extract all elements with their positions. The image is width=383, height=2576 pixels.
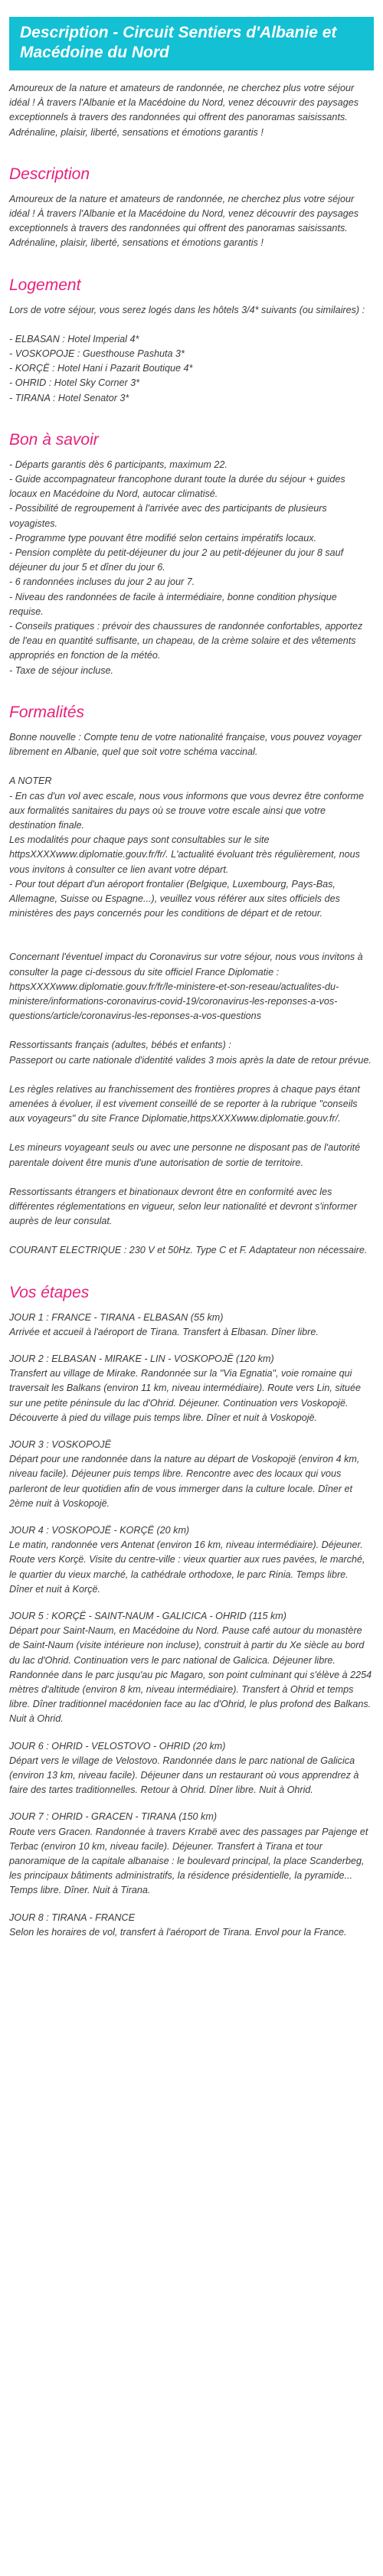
day-text: Arrivée et accueil à l'aéroport de Tirana. Transfert à Elbasan. Dîner libre.: [9, 1326, 319, 1337]
section-title-etapes: Vos étapes: [9, 1283, 90, 1301]
spacer: [9, 935, 374, 950]
info-item: - 6 randonnées incluses du jour 2 au jour 7.: [9, 576, 195, 588]
spacer: [9, 318, 374, 332]
ressortissants-text: Passeport ou carte nationale d'identité valides 3 mois après la date de retour prévue.: [9, 1054, 372, 1066]
day-title: JOUR 2 : ELBASAN - MIRAKE - LIN - VOSKOPOJË (120 km): [9, 1353, 274, 1364]
intro-text: Amoureux de la nature et amateurs de randonnée, ne cherchez plus votre séjour idéal ! À travers l'Albanie et la Macédoine du Nord, venez découvrir des paysages exceptionnels à travers des randonnées qui offrent des panoramas saisissants. Adrénaline, plaisir, liberté, sensations et émotions garantis !: [9, 83, 359, 138]
frontieres-text: Les règles relatives au franchissement des frontières propres à chaque pays étant amenées à évoluer, il est vivement conseillé de se reporter à la rubrique "conseils aux voyageurs" du site France Diplomatie,httpsXXXXwww.diplomatie.gouv.fr/.: [9, 1083, 360, 1125]
spacer: [9, 1068, 374, 1082]
ressortissants-title: Ressortissants français (adultes, bébés et enfants) :: [9, 1040, 231, 1051]
day-text: Selon les horaires de vol, transfert à l'aéroport de Tirana. Envol pour la France.: [9, 1926, 347, 1938]
formalites-bonne-nouvelle: Bonne nouvelle : Compte tenu de votre nationalité française, vous pouvez voyager librement en Albanie, quel que soit votre schéma vaccinal.: [9, 731, 362, 758]
day-title: JOUR 5 : KORÇË - SAINT-NAUM - GALICICA - OHRID (115 km): [9, 1611, 286, 1622]
info-item: - Possibilité de regroupement à l'arrivée avec des participants de plusieurs voyagistes.: [9, 503, 327, 529]
spacer: [9, 759, 374, 774]
courant-text: COURANT ELECTRIQUE : 230 V et 50Hz. Type C et F. Adaptateur non nécessaire.: [9, 1245, 368, 1256]
info-item: - Pension complète du petit-déjeuner du jour 2 au petit-déjeuner du jour 8 sauf déjeuner du jour 5 et dîner du jour 6.: [9, 547, 344, 573]
hotel-item: - VOSKOPOJE : Guesthouse Pashuta 3*: [9, 348, 185, 360]
hotel-item: - ELBASAN : Hotel Imperial 4*: [9, 333, 139, 344]
info-item: - Conseils pratiques : prévoir des chaussures de randonnée confortables, apportez de l'eau en quantité suffisante, un chapeau, de la crème solaire et des vêtements appropriés en fonction de la météo.: [9, 621, 363, 661]
logement-intro: Lors de votre séjour, vous serez logés dans les hôtels 3/4* suivants (ou similaires) :: [9, 304, 365, 315]
a-noter-title: A NOTER: [9, 775, 52, 787]
day-text: Départ vers le village de Velostovo. Randonnée dans le parc national de Galicica (environ 13 km, niveau facile). Déjeuner dans un restaurant où vous apprendrez à faire des tartes traditionnelles. Retour à Ohrid. Dîner libre. Nuit à Ohrid.: [9, 1755, 359, 1796]
etrangers-text: Ressortissants étrangers et binationaux devront être en conformité avec les différentes réglementations en vigueur, selon leur nationalité et devront s'informer auprès de leur consulat.: [9, 1186, 357, 1227]
info-item: - Taxe de séjour incluse.: [9, 664, 114, 676]
page-content: [0, 17, 383, 1940]
spacer: [9, 1126, 374, 1141]
spacer: [9, 1229, 374, 1243]
hotel-item: - TIRANA : Hotel Senator 3*: [9, 392, 129, 403]
section-title-logement: Logement: [9, 276, 81, 294]
spacer: [9, 1024, 374, 1038]
section-title-description: Description: [9, 165, 90, 183]
a-noter-item: Les modalités pour chaque pays sont consultables sur le site httpsXXXXwww.diplomatie.gouv.fr/fr/. L'actualité évoluant très régulièrement, nous vous invitons à consulter ce lien avant votre départ.: [9, 834, 360, 875]
day-title: JOUR 7 : OHRID - GRACEN - TIRANA (150 km): [9, 1811, 218, 1823]
day-text: Route vers Gracen. Randonnée à travers Krrabë avec des passages par Pajenge et Terbac (environ 10 km, niveau facile). Déjeuner. Transfert à Tirana et tour panoramique de la capitale albanaise : le boulevard principal, la place Scanderbeg, les principaux bâtiments administratifs, la résidence présidentielle, la pyramide... Temps libre. Dîner. Nuit à Tirana.: [9, 1826, 368, 1896]
hotel-item: - OHRID : Hotel Sky Corner 3*: [9, 377, 140, 389]
coronavirus-text: Concernant l'éventuel impact du Coronavirus sur votre séjour, nous vous invitons à consulter la page ci-dessous du site officiel France Diplomatie : httpsXXXXwww.diplomatie.gouv.fr/fr/le-ministere-et-son-reseau/actualites-du-ministere/informations-coronavirus-covid-19/coronavirus-les-reponses-a-vos-questions/article/coronavirus-les-reponses-a-vos-questions: [9, 952, 363, 1022]
day-title: JOUR 8 : TIRANA - FRANCE: [9, 1912, 135, 1923]
a-noter-item: - En cas d'un vol avec escale, nous vous informons que vous devrez être conforme aux formalités sanitaires du pays où se trouve votre escale ainsi que votre destination finale.: [9, 790, 365, 831]
mineurs-text: Les mineurs voyageant seuls ou avec une personne ne disposant pas de l'autorité parentale doivent être munis d'une autorisation de sortie de territoire.: [9, 1142, 361, 1168]
day-title: JOUR 1 : FRANCE - TIRANA - ELBASAN (55 km): [9, 1311, 224, 1323]
day-title: JOUR 3 : VOSKOPOJË: [9, 1439, 111, 1450]
description-text: Amoureux de la nature et amateurs de randonnée, ne cherchez plus votre séjour idéal ! À travers l'Albanie et la Macédoine du Nord, venez découvrir des paysages exceptionnels à travers des randonnées qui offrent des panoramas saisissants. Adrénaline, plaisir, liberté, sensations et émotions garantis !: [9, 193, 359, 249]
day-title: JOUR 4 : VOSKOPOJË - KORÇË (20 km): [9, 1525, 190, 1536]
info-item: - Départs garantis dès 6 participants, maximum 22.: [9, 459, 228, 470]
section-title-formalites: Formalités: [9, 703, 85, 721]
info-item: - Programme type pouvant être modifié selon certains impératifs locaux.: [9, 532, 317, 544]
info-item: - Niveau des randonnées de facile à intermédiaire, bonne condition physique requise.: [9, 591, 337, 617]
info-item: - Guide accompagnateur francophone durant toute la durée du séjour + guides locaux en Macédoine du Nord, autocar climatisé.: [9, 474, 345, 500]
page-title-banner: Description - Circuit Sentiers d'Albanie et Macédoine du Nord: [9, 17, 374, 70]
spacer: [9, 921, 374, 935]
section-title-bon-a-savoir: Bon à savoir: [9, 430, 99, 449]
day-title: JOUR 6 : OHRID - VELOSTOVO - OHRID (20 km): [9, 1740, 226, 1752]
hotel-item: - KORÇË : Hotel Hani i Pazarit Boutique 4*: [9, 363, 193, 374]
day-text: Le matin, randonnée vers Antenat (environ 16 km, niveau intermédiaire). Déjeuner. Route vers Korçë. Visite du centre-ville : vieux quartier aux rues pavées, le marché, le quartier du vieux marché, la cathédrale orthodoxe, le parc Rinia. Temps libre. Dîner et nuit à Korçë.: [9, 1539, 365, 1595]
spacer: [9, 1170, 374, 1185]
a-noter-item: - Pour tout départ d'un aéroport frontalier (Belgique, Luxembourg, Pays-Bas, Allemagne, Suisse ou Espagne...), veuillez vous référer aux sites officiels des ministères des pays concernés pour les conditions de départ et de retour.: [9, 878, 340, 919]
day-text: Départ pour Saint-Naum, en Macédoine du Nord. Pause café autour du monastère de Saint-Naum (visite intérieure non incluse), construit à partir du Xe siècle au bord du lac d'Ohrid. Continuation vers le parc national de Galicica. Déjeuner libre. Randonnée dans le parc jusqu'au pic Magaro, son point culminant qui s'élève à 2254 mètres d'altitude (environ 8 km, niveau intermédiaire). Transfert à Ohrid et temps libre. Dîner traditionnel macédonien face au lac d'Ohrid, le plus profond des Balkans. Nuit à Ohrid.: [9, 1625, 372, 1725]
day-text: Départ pour une randonnée dans la nature au départ de Voskopojë (environ 4 km, niveau facile). Déjeuner puis temps libre. Rencontre avec des locaux qui vous parleront de leur quotidien afin de vous immerger dans la culture locale. Dîner et 2ème nuit à Voskopojë.: [9, 1454, 360, 1509]
day-text: Transfert au village de Mirake. Randonnée sur la "Via Egnatia", voie romaine qui traversait les Balkans (environ 11 km, niveau intermédiaire). Route vers Lin, située sur une petite péninsule du lac d'Ohrid. Déjeuner. Continuation vers Voskopojë. Découverte à pied du village puis temps libre. Dîner et nuit à Voskopojë.: [9, 1368, 361, 1423]
